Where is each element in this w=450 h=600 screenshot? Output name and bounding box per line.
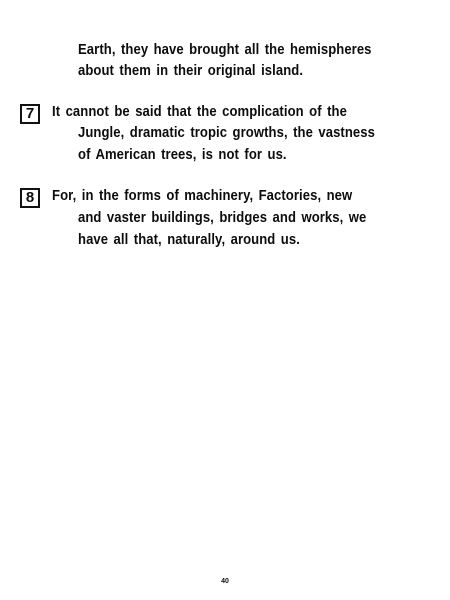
paragraph-number-box: 8 xyxy=(20,188,40,208)
text-line: It cannot be said that the complication of the xyxy=(52,103,347,120)
text-line: and vaster buildings, bridges and works, we xyxy=(78,209,367,226)
paragraph-number-box: 7 xyxy=(20,104,40,124)
text-line: Earth, they have brought all the hemispheres xyxy=(78,41,372,58)
page-number: 40 xyxy=(221,578,229,585)
text-line: Jungle, dramatic tropic growths, the vastness xyxy=(78,124,375,141)
text-line: of American trees, is not for us. xyxy=(78,146,287,163)
text-line: have all that, naturally, around us. xyxy=(78,231,300,248)
text-line: For, in the forms of machinery, Factories, new xyxy=(52,187,353,204)
text-line: about them in their original island. xyxy=(78,62,304,79)
